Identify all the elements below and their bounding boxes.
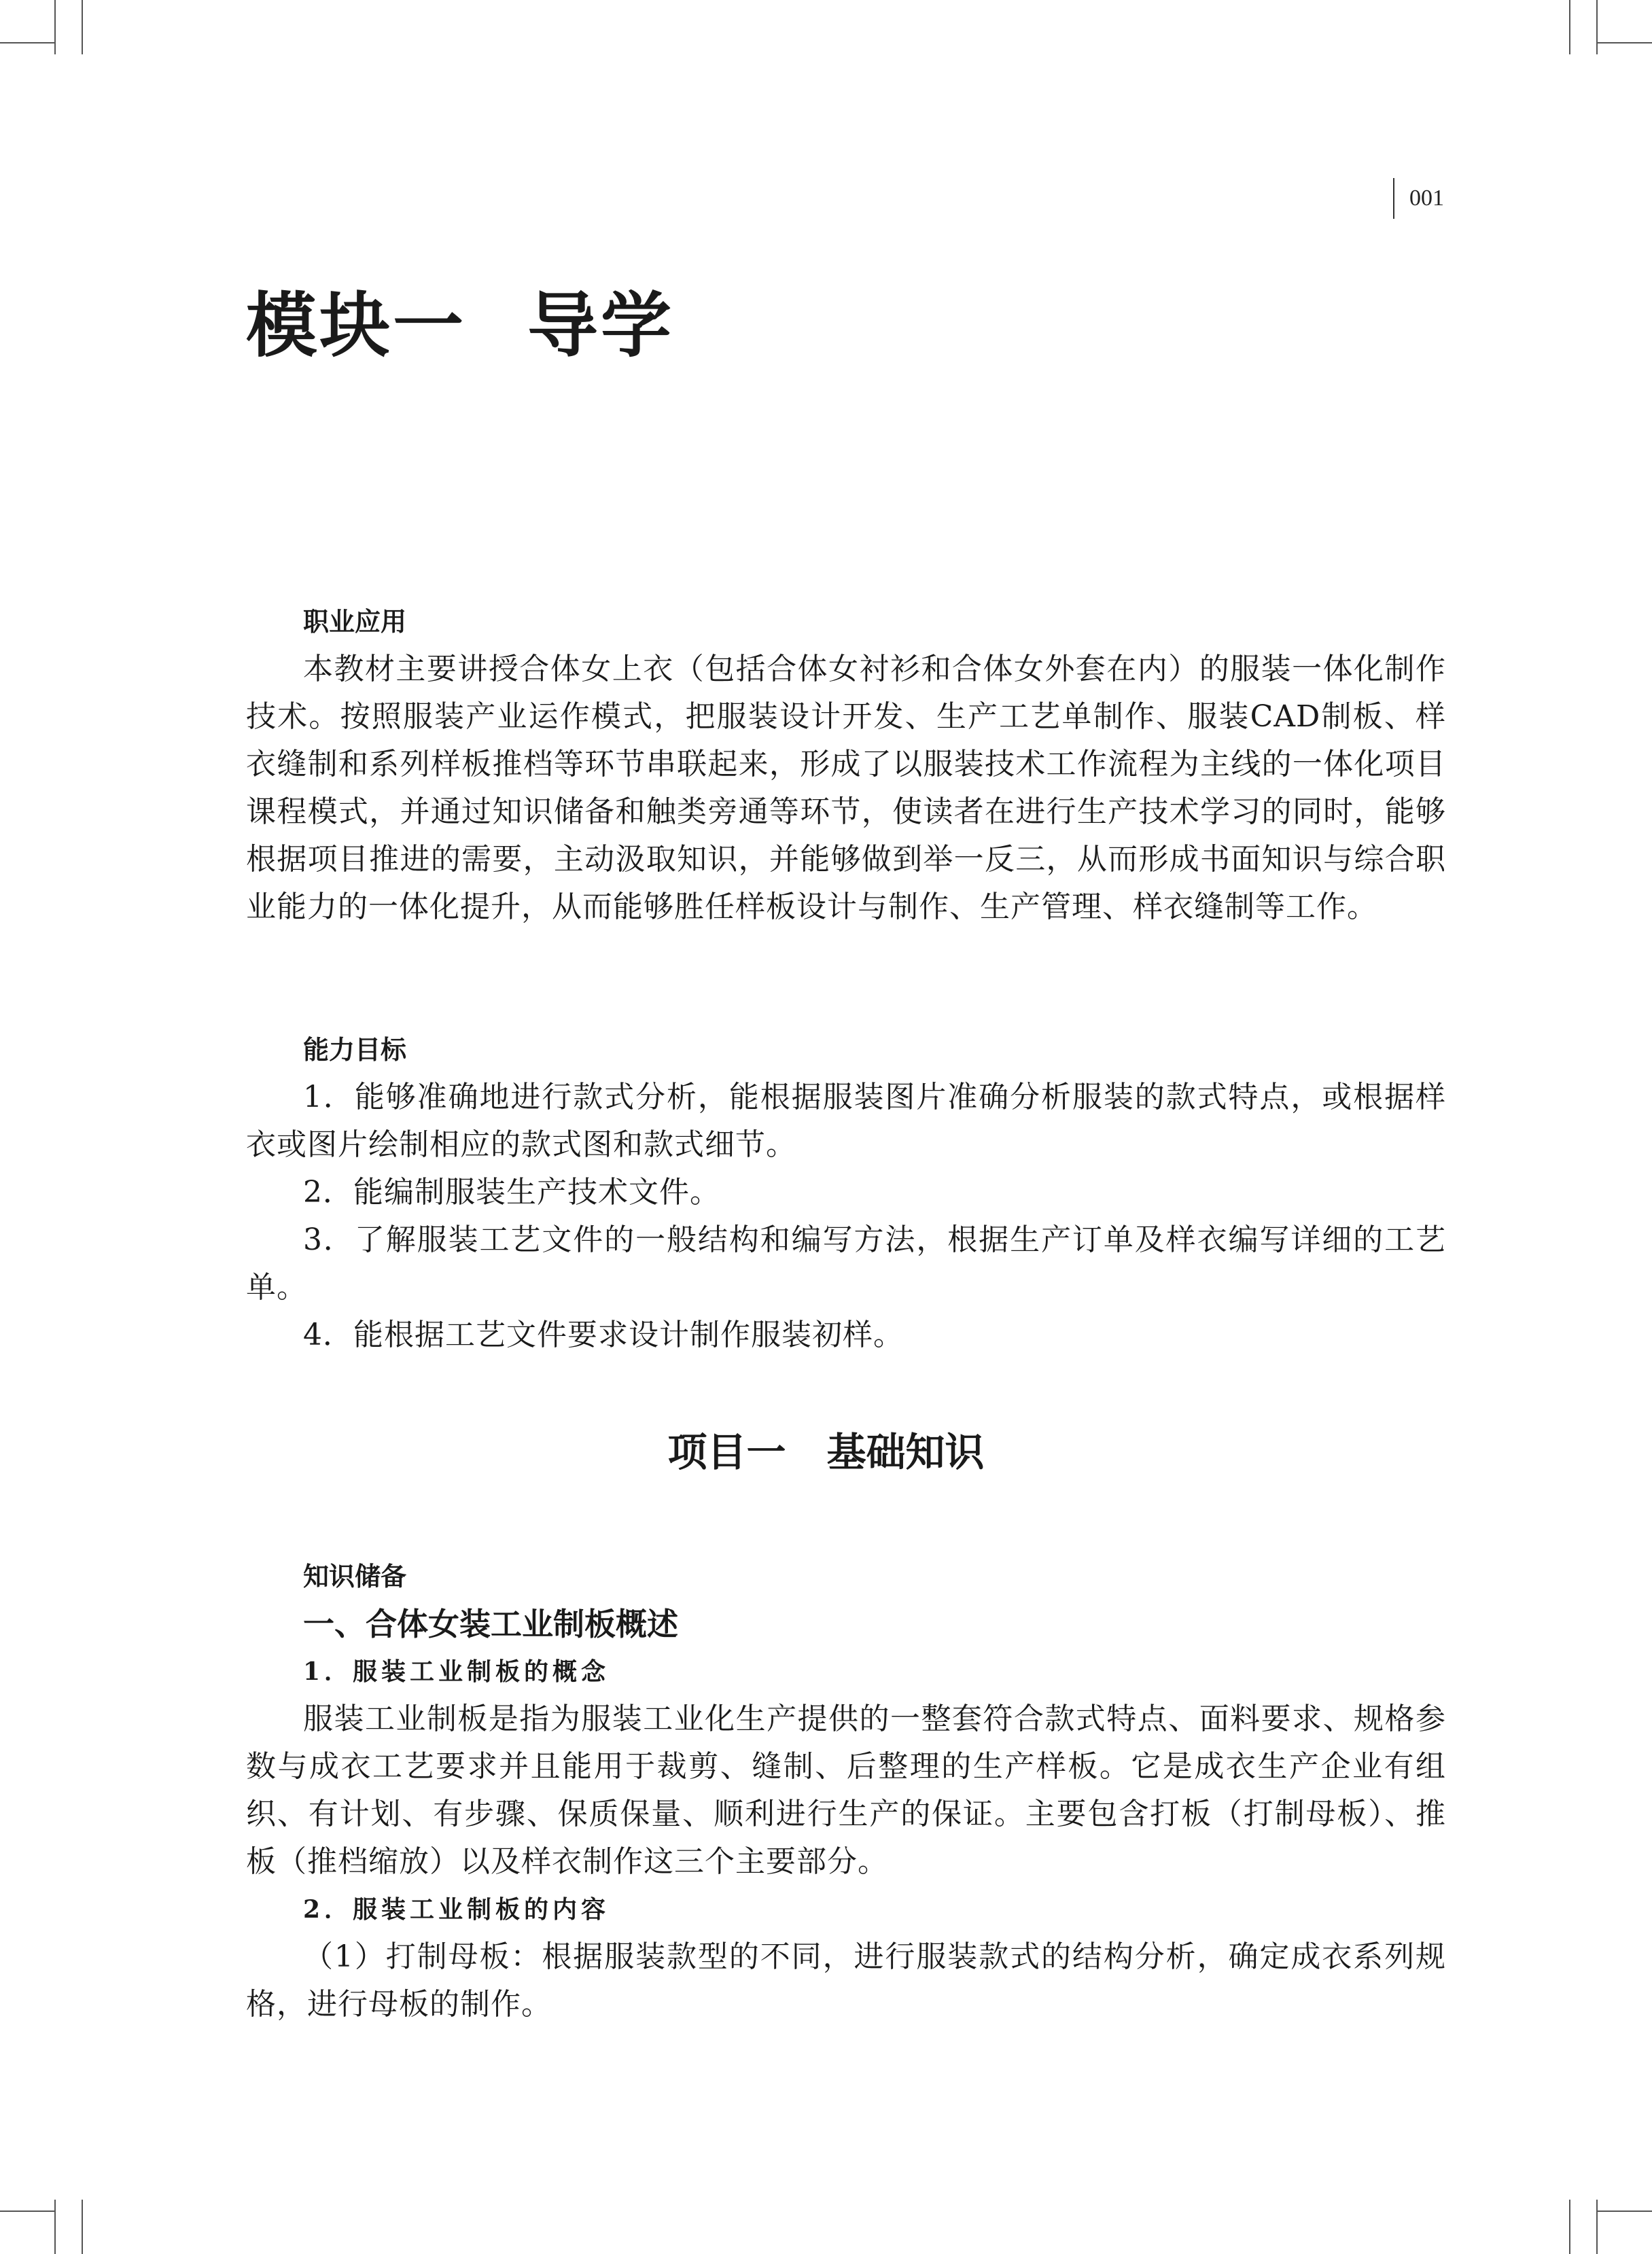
page-number: 001 — [1409, 186, 1444, 211]
goals-heading: 能力目标 — [303, 1035, 407, 1065]
career-section — [246, 598, 1446, 931]
goal-item: 4．能根据工艺文件要求设计制作服装初样。 — [303, 1318, 904, 1352]
crop-mark — [1596, 0, 1598, 54]
crop-mark — [1598, 42, 1652, 43]
crop-mark — [54, 2200, 56, 2254]
knowledge-heading: 知识储备 — [303, 1562, 407, 1591]
section-title: 一、合体女装工业制板概述 — [303, 1606, 678, 1642]
crop-mark — [0, 2211, 54, 2212]
crop-mark — [1569, 0, 1570, 54]
crop-mark — [1596, 2200, 1598, 2254]
crop-mark — [82, 2200, 83, 2254]
career-heading: 职业应用 — [303, 607, 407, 637]
module-title — [246, 268, 674, 370]
crop-mark — [82, 0, 83, 54]
goals-section — [246, 1026, 1446, 1359]
subsection-paragraph: 服装工业制板是指为服装工业化生产提供的一整套符合款式特点、面料要求、规格参数与成衣工艺要求并且能用于裁剪、缝制、后整理的生产样板。它是成衣生产企业有组织、有计划、有步骤、保质保量、顺利进行生产的保证。主要包含打板（打制母板）、推板（推档缩放）以及样衣制作这三个主要部分。 — [246, 1702, 1446, 1879]
subsection-title: 2．服装工业制板的内容 — [303, 1895, 610, 1924]
project-label: 项目一 — [667, 1429, 786, 1475]
project-title — [0, 1420, 1652, 1477]
crop-mark — [1569, 2200, 1570, 2254]
knowledge-section — [246, 1553, 1446, 2028]
goal-item: 2．能编制服装生产技术文件。 — [303, 1175, 720, 1210]
module-label: 模块一 — [246, 283, 467, 367]
crop-mark — [54, 0, 56, 54]
project-name: 基础知识 — [826, 1429, 985, 1475]
page-number-box — [1393, 178, 1444, 219]
crop-mark — [0, 42, 54, 43]
subsection-paragraph: （1）打制母板：根据服装款型的不同，进行服装款式的结构分析，确定成衣系列规格，进行母板的制作。 — [246, 1939, 1446, 2022]
module-name: 导学 — [527, 283, 675, 367]
crop-mark — [1598, 2211, 1652, 2212]
goal-item: 3．了解服装工艺文件的一般结构和编写方法，根据生产订单及样衣编写详细的工艺单。 — [246, 1222, 1446, 1305]
career-paragraph: 本教材主要讲授合体女上衣（包括合体女衬衫和合体女外套在内）的服装一体化制作技术。按照服装产业运作模式，把服装设计开发、生产工艺单制作、服装CAD制板、样衣缝制和系列样板推档等环节串联起来，形成了以服装技术工作流程为主线的一体化项目课程模式，并通过知识储备和触类旁通等环节，使读者在进行生产技术学习的同时，能够根据项目推进的需要，主动汲取知识，并能够做到举一反三，从而形成书面知识与综合职业能力的一体化提升，从而能够胜任样板设计与制作、生产管理、样衣缝制等工作。 — [246, 652, 1446, 924]
goal-item: 1．能够准确地进行款式分析，能根据服装图片准确分析服装的款式特点，或根据样衣或图片绘制相应的款式图和款式细节。 — [246, 1080, 1446, 1162]
subsection-title: 1．服装工业制板的概念 — [303, 1657, 610, 1686]
